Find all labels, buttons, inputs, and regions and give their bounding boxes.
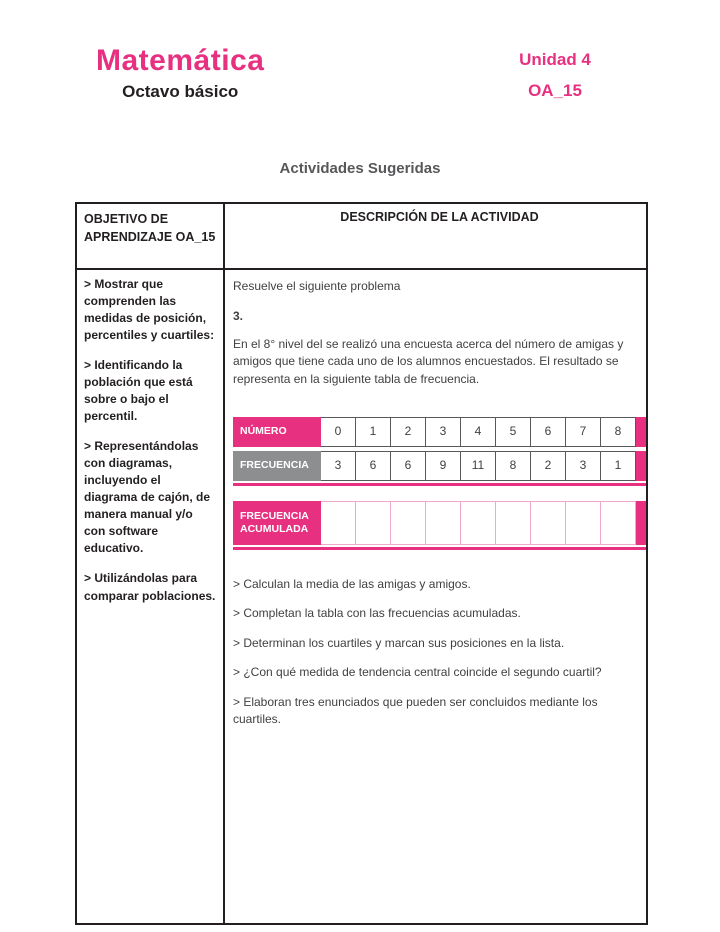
task-item: > Determinan los cuartiles y marcan sus posiciones en la lista. <box>233 635 565 650</box>
acumulada-cell <box>426 501 461 545</box>
acumulada-cell <box>461 501 496 545</box>
problem-description: En el 8° nivel del se realizó una encuesta acerca del número de amigas y amigos que tiene cada uno de los alumnos encuestados. El resultado se representa en la siguiente tabla de frecuencia. <box>233 336 624 386</box>
numero-cell: 0 <box>321 417 356 447</box>
unit-label: Unidad 4 <box>519 50 591 69</box>
table-body-row <box>77 270 646 923</box>
frecuencia-row-label: FRECUENCIA <box>233 451 321 481</box>
frecuencia-cell: 3 <box>321 451 356 481</box>
section-title: Actividades Sugeridas <box>279 160 441 177</box>
objective-column-header: OBJETIVO DE APRENDIZAJE OA_15 <box>77 204 225 268</box>
task-item: > Calculan la media de las amigas y amigos. <box>233 576 471 591</box>
objective-item: > Utilizándolas para comparar poblaciones. <box>84 571 216 603</box>
frequency-table <box>233 417 646 486</box>
task-list <box>233 576 646 728</box>
activity-intro: Resuelve el siguiente problema <box>233 279 401 293</box>
objective-item: > Representándolas con diagramas, incluyendo el diagrama de cajón, de manera manual y/o con software educativo. <box>84 439 211 556</box>
frecuencia-row <box>233 451 646 481</box>
numero-cell: 5 <box>496 417 531 447</box>
table-cutoff-strip <box>636 451 646 481</box>
task-item: > ¿Con qué medida de tendencia central coincide el segundo cuartil? <box>233 665 602 680</box>
acumulada-cell <box>356 501 391 545</box>
numero-cell: 7 <box>566 417 601 447</box>
subject-title: Matemática <box>96 44 265 77</box>
activity-cell <box>225 270 646 923</box>
acumulada-cell <box>601 501 636 545</box>
frecuencia-cell: 1 <box>601 451 636 481</box>
frecuencia-cell: 8 <box>496 451 531 481</box>
acumulada-row <box>233 501 646 545</box>
acumulada-cell <box>531 501 566 545</box>
magenta-divider <box>233 547 646 550</box>
unit-block <box>505 50 605 101</box>
description-column-header: DESCRIPCIÓN DE LA ACTIVIDAD <box>340 210 539 224</box>
numero-cell: 1 <box>356 417 391 447</box>
acumulada-cell <box>391 501 426 545</box>
numero-row-label: NÚMERO <box>233 417 321 447</box>
grade-subtitle: Octavo básico <box>122 82 239 101</box>
oa-label: OA_15 <box>528 81 582 100</box>
acumulada-row-label: FRECUENCIA ACUMULADA <box>233 501 321 545</box>
numero-cell: 6 <box>531 417 566 447</box>
numero-cell: 4 <box>461 417 496 447</box>
objective-item: > Mostrar que comprenden las medidas de posición, percentiles y cuartiles: <box>84 277 215 343</box>
acumulada-cell <box>496 501 531 545</box>
frecuencia-cell: 2 <box>531 451 566 481</box>
brand-block <box>96 44 264 102</box>
task-item: > Completan la tabla con las frecuencias acumuladas. <box>233 606 521 621</box>
frecuencia-cell: 3 <box>566 451 601 481</box>
frecuencia-cell: 9 <box>426 451 461 481</box>
acumulada-cell <box>566 501 601 545</box>
frecuencia-cell: 6 <box>356 451 391 481</box>
objective-item: > Identificando la población que está sobre o bajo el percentil. <box>84 358 193 424</box>
numero-cell: 3 <box>426 417 461 447</box>
accumulated-frequency-table <box>233 501 646 550</box>
problem-number: 3. <box>233 309 244 324</box>
objectives-cell <box>77 270 225 923</box>
table-cutoff-strip <box>636 417 646 447</box>
numero-row <box>233 417 646 447</box>
acumulada-cell <box>321 501 356 545</box>
magenta-divider <box>233 483 646 486</box>
activity-table <box>75 202 648 925</box>
numero-cell: 2 <box>391 417 426 447</box>
numero-cell: 8 <box>601 417 636 447</box>
table-cutoff-strip <box>636 501 646 545</box>
frecuencia-cell: 6 <box>391 451 426 481</box>
task-item: > Elaboran tres enunciados que pueden ser concluidos mediante los cuartiles. <box>233 694 598 726</box>
frecuencia-cell: 11 <box>461 451 496 481</box>
table-header-row <box>77 204 646 270</box>
